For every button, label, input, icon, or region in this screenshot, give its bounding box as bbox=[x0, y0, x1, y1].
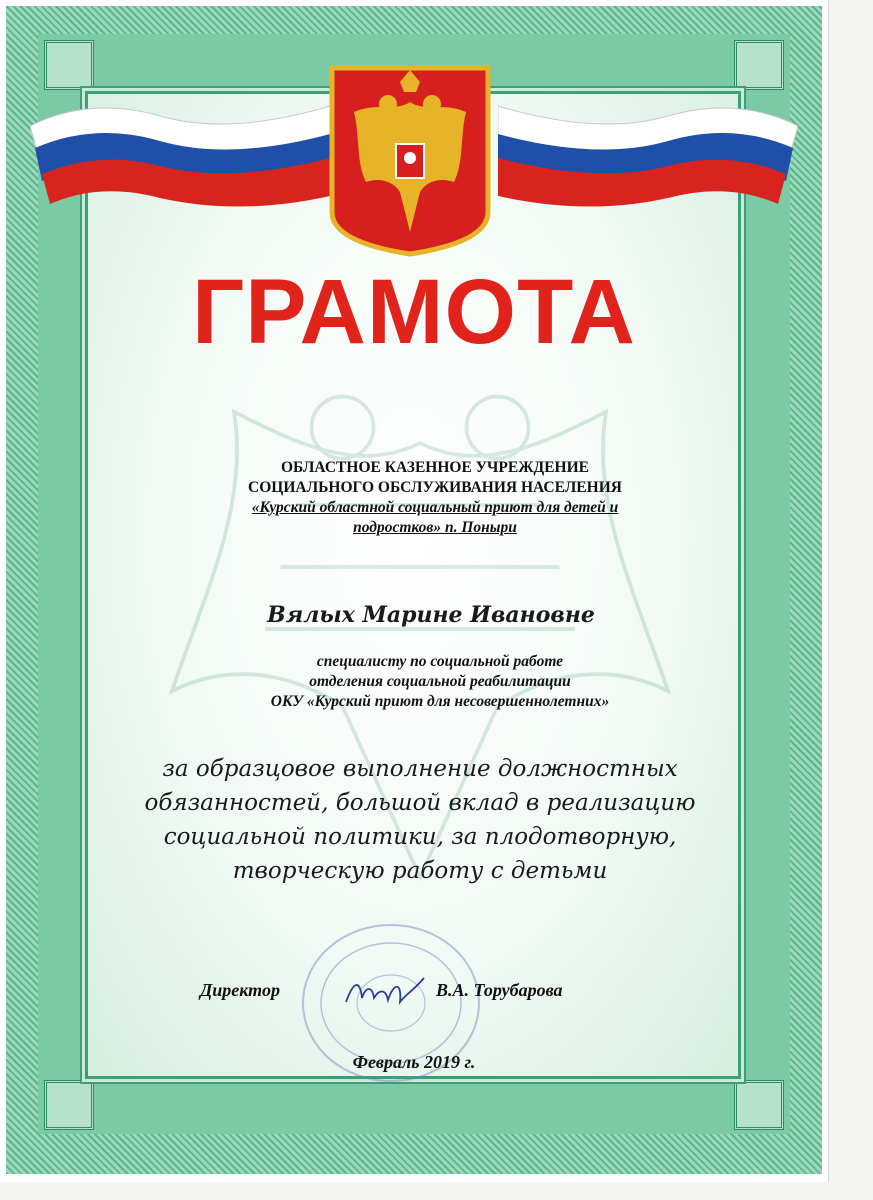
corner-ornament-top-right bbox=[734, 40, 784, 90]
reason-line-1: за образцовое выполнение должностных bbox=[162, 756, 678, 782]
organization-line-2: СОЦИАЛЬНОГО ОБСЛУЖИВАНИЯ НАСЕЛЕНИЯ bbox=[248, 479, 622, 496]
corner-ornament-bottom-left bbox=[44, 1080, 94, 1130]
award-reason bbox=[110, 752, 730, 888]
flag-ribbon-right bbox=[498, 86, 798, 216]
reason-line-4: творческую работу с детьми bbox=[232, 858, 608, 884]
issue-date: Февраль 2019 г. bbox=[352, 1052, 476, 1072]
reason-line-2: обязанностей, большой вклад в реализацию bbox=[144, 790, 696, 816]
reason-line-3: социальной политики, за плодотворную, bbox=[163, 824, 677, 850]
organization-line-3: «Курский областной социальный приют для детей и bbox=[251, 499, 619, 516]
organization-line-1: ОБЛАСТНОЕ КАЗЕННОЕ УЧРЕЖДЕНИЕ bbox=[280, 459, 590, 476]
signatory-name: В.А. Торубарова bbox=[436, 980, 563, 1000]
russian-coat-of-arms-icon bbox=[326, 62, 494, 258]
recipient-name: Вялых Марине Ивановне bbox=[267, 602, 595, 628]
position-block bbox=[140, 652, 740, 712]
organization-block bbox=[160, 458, 710, 538]
position-line-2: отделения социальной реабилитации bbox=[309, 673, 571, 690]
position-line-1: специалисту по социальной работе bbox=[316, 653, 564, 670]
corner-ornament-bottom-right bbox=[734, 1080, 784, 1130]
signatory-title: Директор bbox=[200, 980, 280, 1000]
position-line-3: ОКУ «Курский приют для несовершеннолетних» bbox=[270, 693, 610, 710]
corner-ornament-top-left bbox=[44, 40, 94, 90]
organization-line-4: подростков» п. Поныри bbox=[353, 519, 517, 536]
flag-ribbon-left bbox=[30, 86, 330, 216]
handwritten-signature bbox=[340, 972, 430, 1012]
certificate-title: ГРАМОТА bbox=[192, 261, 636, 363]
